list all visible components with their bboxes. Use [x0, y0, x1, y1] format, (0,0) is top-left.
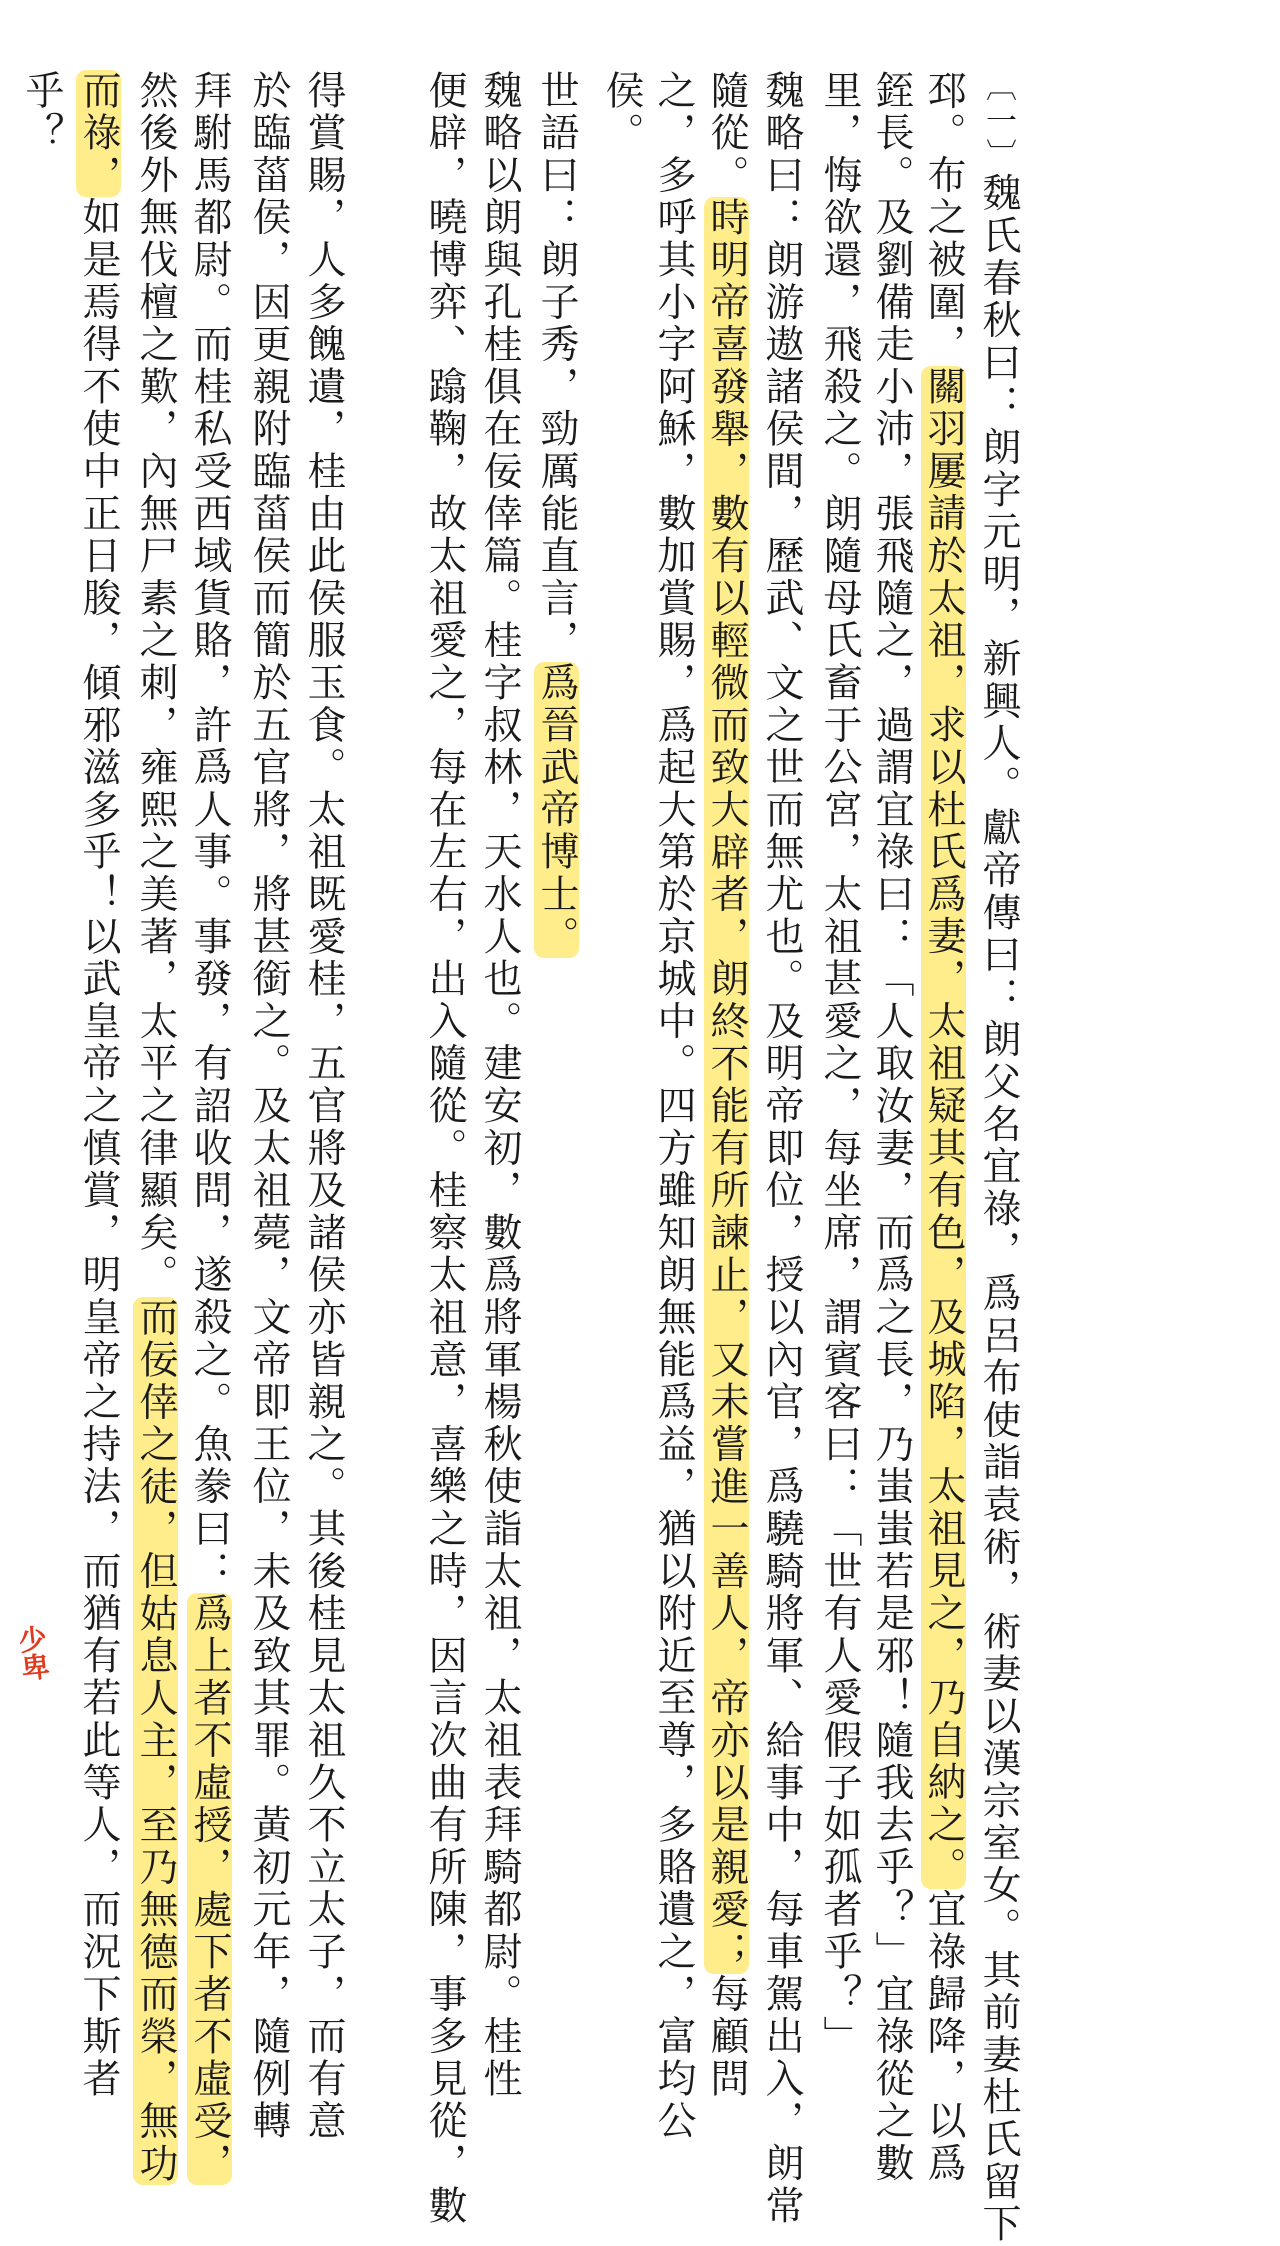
text-segment: 得賞賜，人多餽遺，桂由此侯服玉食。太祖既愛桂，五官將及諸侯亦皆親之。其後桂見太祖久不立太子，而有意	[301, 70, 346, 2143]
text-segment: 如是焉得不使中正日朘，傾邪滋多乎！以武皇帝之慎賞，明皇帝之持法，而猶有若此等人，而況下斯者	[76, 196, 121, 2101]
text-column	[18, 70, 64, 155]
text-segment: 世語曰：朗子秀，勁厲能直言，	[534, 70, 579, 663]
text-segment: 然後外無伐檀之歎，內無尸素之刺，雍熙之美著，太平之律顯矣。	[133, 70, 178, 1297]
text-segment: 魏略以朗與孔桂俱在佞倖篇。桂字叔林，天水人也。建安初，數爲將軍楊秋使詣太祖，太祖表拜騎都尉。桂性	[477, 70, 522, 2101]
text-segment: 里，悔欲還，飛殺之。朗隨母氏畜于公宮，太祖甚愛之，每坐席，謂賓客曰：「世有人愛假子如孤者乎？」	[817, 70, 862, 2059]
highlighted-text: 爲上者不虛授，處下者不虛受，	[187, 1592, 232, 2186]
text-column	[975, 70, 1021, 2246]
highlighted-text: 時明帝喜發舉，數有以輕微而致大辟者，朗終不能有所諫止，又未嘗進一善人，帝亦以是親愛；	[704, 196, 749, 1974]
text-segment: 拜駙馬都尉。而桂私受西域貨賂，許爲人事。事發，有詔收問，遂殺之。魚豢曰：	[187, 70, 232, 1593]
text-column	[533, 70, 579, 958]
footnote-marker: 〔一〕	[980, 70, 1016, 173]
handwritten-margin-mark: 少卑	[13, 1623, 52, 1683]
text-segment: 魏略曰：朗游遨諸侯間，歷武、文之世而無尤也。及明帝即位，授以內官，爲驍騎將軍、給事中，每車駕出入，朗常	[759, 70, 804, 2228]
text-segment: 邳。布之被圍，	[921, 70, 966, 367]
text-column	[598, 70, 644, 155]
text-segment: 於臨菑侯，因更親附臨菑侯而簡於五官將，將甚銜之。及太祖薨，文帝即王位，未及致其罪。黃初元年，隨例轉	[246, 70, 291, 2143]
text-column	[920, 70, 966, 2185]
text-column	[132, 70, 178, 2185]
highlighted-text: 而祿，	[76, 70, 121, 197]
text-column	[758, 70, 804, 2227]
text-segment: 魏氏春秋曰：朗字元明，新興人。獻帝傳曰：朗父名宜祿，爲呂布使詣袁術，術妻以漢宗室女。其前妻杜氏留下	[976, 172, 1021, 2246]
text-column	[868, 70, 914, 2185]
text-column	[816, 70, 862, 2058]
text-column	[703, 70, 749, 2100]
highlighted-text: 關羽屢請於太祖，求以杜氏爲妻，太祖疑其有色，及城陷，太祖見之，乃自納之。	[921, 366, 966, 1889]
text-segment: 之，多呼其小字阿穌，數加賞賜，爲起大第於京城中。四方雖知朗無能爲益，猶以附近至尊，多賂遺之，富均公	[651, 70, 696, 2143]
text-segment: 乎？	[19, 70, 64, 155]
highlighted-text: 爲晉武帝博士。	[534, 662, 579, 959]
text-segment: 銍長。及劉備走小沛，張飛隨之，過謂宜祿曰：「人取汝妻，而爲之長，乃蚩蚩若是邪！隨我去乎？」宜祿從之數	[869, 70, 914, 2185]
text-segment: 每顧問	[704, 1973, 749, 2101]
text-column	[421, 70, 467, 2227]
text-segment: 隨從。	[704, 70, 749, 197]
text-segment: 宜祿歸降，以爲	[921, 1888, 966, 2186]
text-column	[245, 70, 291, 2143]
text-column	[300, 70, 346, 2143]
text-segment: 便辟，曉博弈、蹹鞠，故太祖愛之，每在左右，出入隨從。桂察太祖意，喜樂之時，因言次曲有所陳，事多見從，數	[422, 70, 467, 2228]
text-segment: 侯。	[599, 70, 644, 155]
highlighted-text: 而佞倖之徒，但姑息人主，至乃無德而榮，無功	[133, 1296, 178, 2186]
text-column	[186, 70, 232, 2185]
text-column	[75, 70, 121, 2100]
text-column	[650, 70, 696, 2143]
text-column	[476, 70, 522, 2100]
